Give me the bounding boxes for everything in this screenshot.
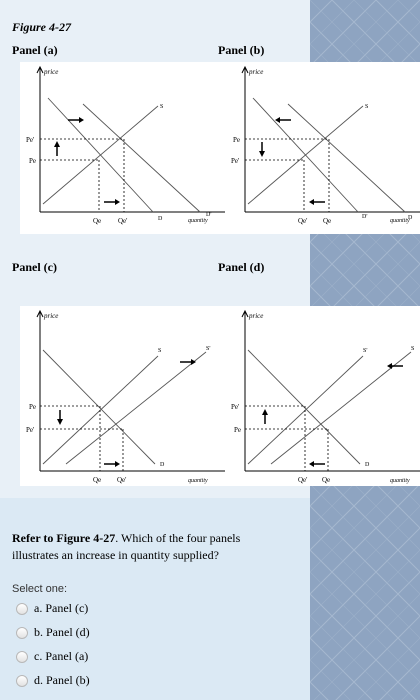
panel-c-graph bbox=[20, 306, 230, 486]
curve-label-s-prime: S' bbox=[363, 348, 368, 354]
curve-label-d: D bbox=[158, 216, 163, 222]
panel-a-graph bbox=[20, 62, 230, 234]
curve-label-s: S bbox=[365, 104, 369, 110]
y-axis-label: price bbox=[44, 312, 59, 320]
quantity-label-qe-prime: Qe' bbox=[117, 476, 127, 484]
option-d-text: Panel (b) bbox=[46, 673, 90, 687]
radio-button[interactable] bbox=[16, 603, 28, 615]
option-b-text: Panel (d) bbox=[46, 625, 90, 639]
panel-d-graph bbox=[225, 306, 420, 486]
price-label-pe: Pe bbox=[234, 426, 241, 434]
quantity-label-qe: Qe bbox=[93, 217, 102, 225]
x-axis-label: quantity bbox=[390, 218, 410, 224]
price-label-pe-prime: Pe' bbox=[26, 426, 35, 434]
question-body: . Which of the four panels illustrates an increase in quantity supplied? bbox=[12, 531, 241, 562]
radio-button[interactable] bbox=[16, 651, 28, 663]
price-label-pe-prime: Pe' bbox=[231, 157, 240, 165]
figure-title: Figure 4-27 bbox=[12, 20, 72, 34]
price-label-pe-prime: Pe' bbox=[231, 403, 240, 411]
quantity-label-qe: Qe bbox=[93, 476, 102, 484]
select-one-label: Select one: bbox=[12, 583, 68, 595]
option-a[interactable]: a. Panel (c) bbox=[16, 601, 88, 616]
price-label-pe-prime: Pe' bbox=[26, 136, 35, 144]
option-d[interactable]: d. Panel (b) bbox=[16, 673, 90, 688]
radio-button[interactable] bbox=[16, 675, 28, 687]
curve-label-d-prime: D' bbox=[362, 214, 368, 220]
quantity-label-qe-prime: Qe' bbox=[298, 217, 308, 225]
y-axis-label: price bbox=[44, 68, 59, 76]
y-axis-label: price bbox=[249, 312, 264, 320]
price-label-pe: Pe bbox=[29, 403, 36, 411]
panel-b-label: Panel (b) bbox=[218, 43, 265, 57]
panel-a-label: Panel (a) bbox=[12, 43, 58, 57]
curve-label-d: D bbox=[160, 462, 165, 468]
curve-label-s: S bbox=[158, 348, 162, 354]
x-axis-label: quantity bbox=[188, 478, 208, 484]
curve-label-d-prime: D' bbox=[206, 212, 212, 218]
curve-label-s: S bbox=[160, 104, 164, 110]
y-axis-label: price bbox=[249, 68, 264, 76]
option-c[interactable]: c. Panel (a) bbox=[16, 649, 88, 664]
curve-label-s: S bbox=[411, 346, 415, 352]
option-c-text: Panel (a) bbox=[45, 649, 89, 663]
question-text bbox=[12, 530, 282, 564]
curve-label-d: D bbox=[408, 215, 413, 221]
curve-label-s-prime: S' bbox=[206, 346, 211, 352]
x-axis-label: quantity bbox=[390, 478, 410, 484]
panel-b-graph bbox=[225, 62, 420, 234]
question-figure-ref: Refer to Figure 4-27 bbox=[12, 531, 116, 545]
quantity-label-qe: Qe bbox=[323, 217, 332, 225]
option-a-text: Panel (c) bbox=[45, 601, 89, 615]
quantity-label-qe: Qe bbox=[322, 476, 331, 484]
price-label-pe: Pe bbox=[233, 136, 240, 144]
panel-d-label: Panel (d) bbox=[218, 260, 265, 274]
option-b[interactable]: b. Panel (d) bbox=[16, 625, 90, 640]
x-axis-label: quantity bbox=[188, 218, 208, 224]
quantity-label-qe-prime: Qe' bbox=[118, 217, 128, 225]
quantity-label-qe-prime: Qe' bbox=[298, 476, 308, 484]
radio-button[interactable] bbox=[16, 627, 28, 639]
price-label-pe: Pe bbox=[29, 157, 36, 165]
curve-label-d: D bbox=[365, 462, 370, 468]
panel-c-label: Panel (c) bbox=[12, 260, 57, 274]
